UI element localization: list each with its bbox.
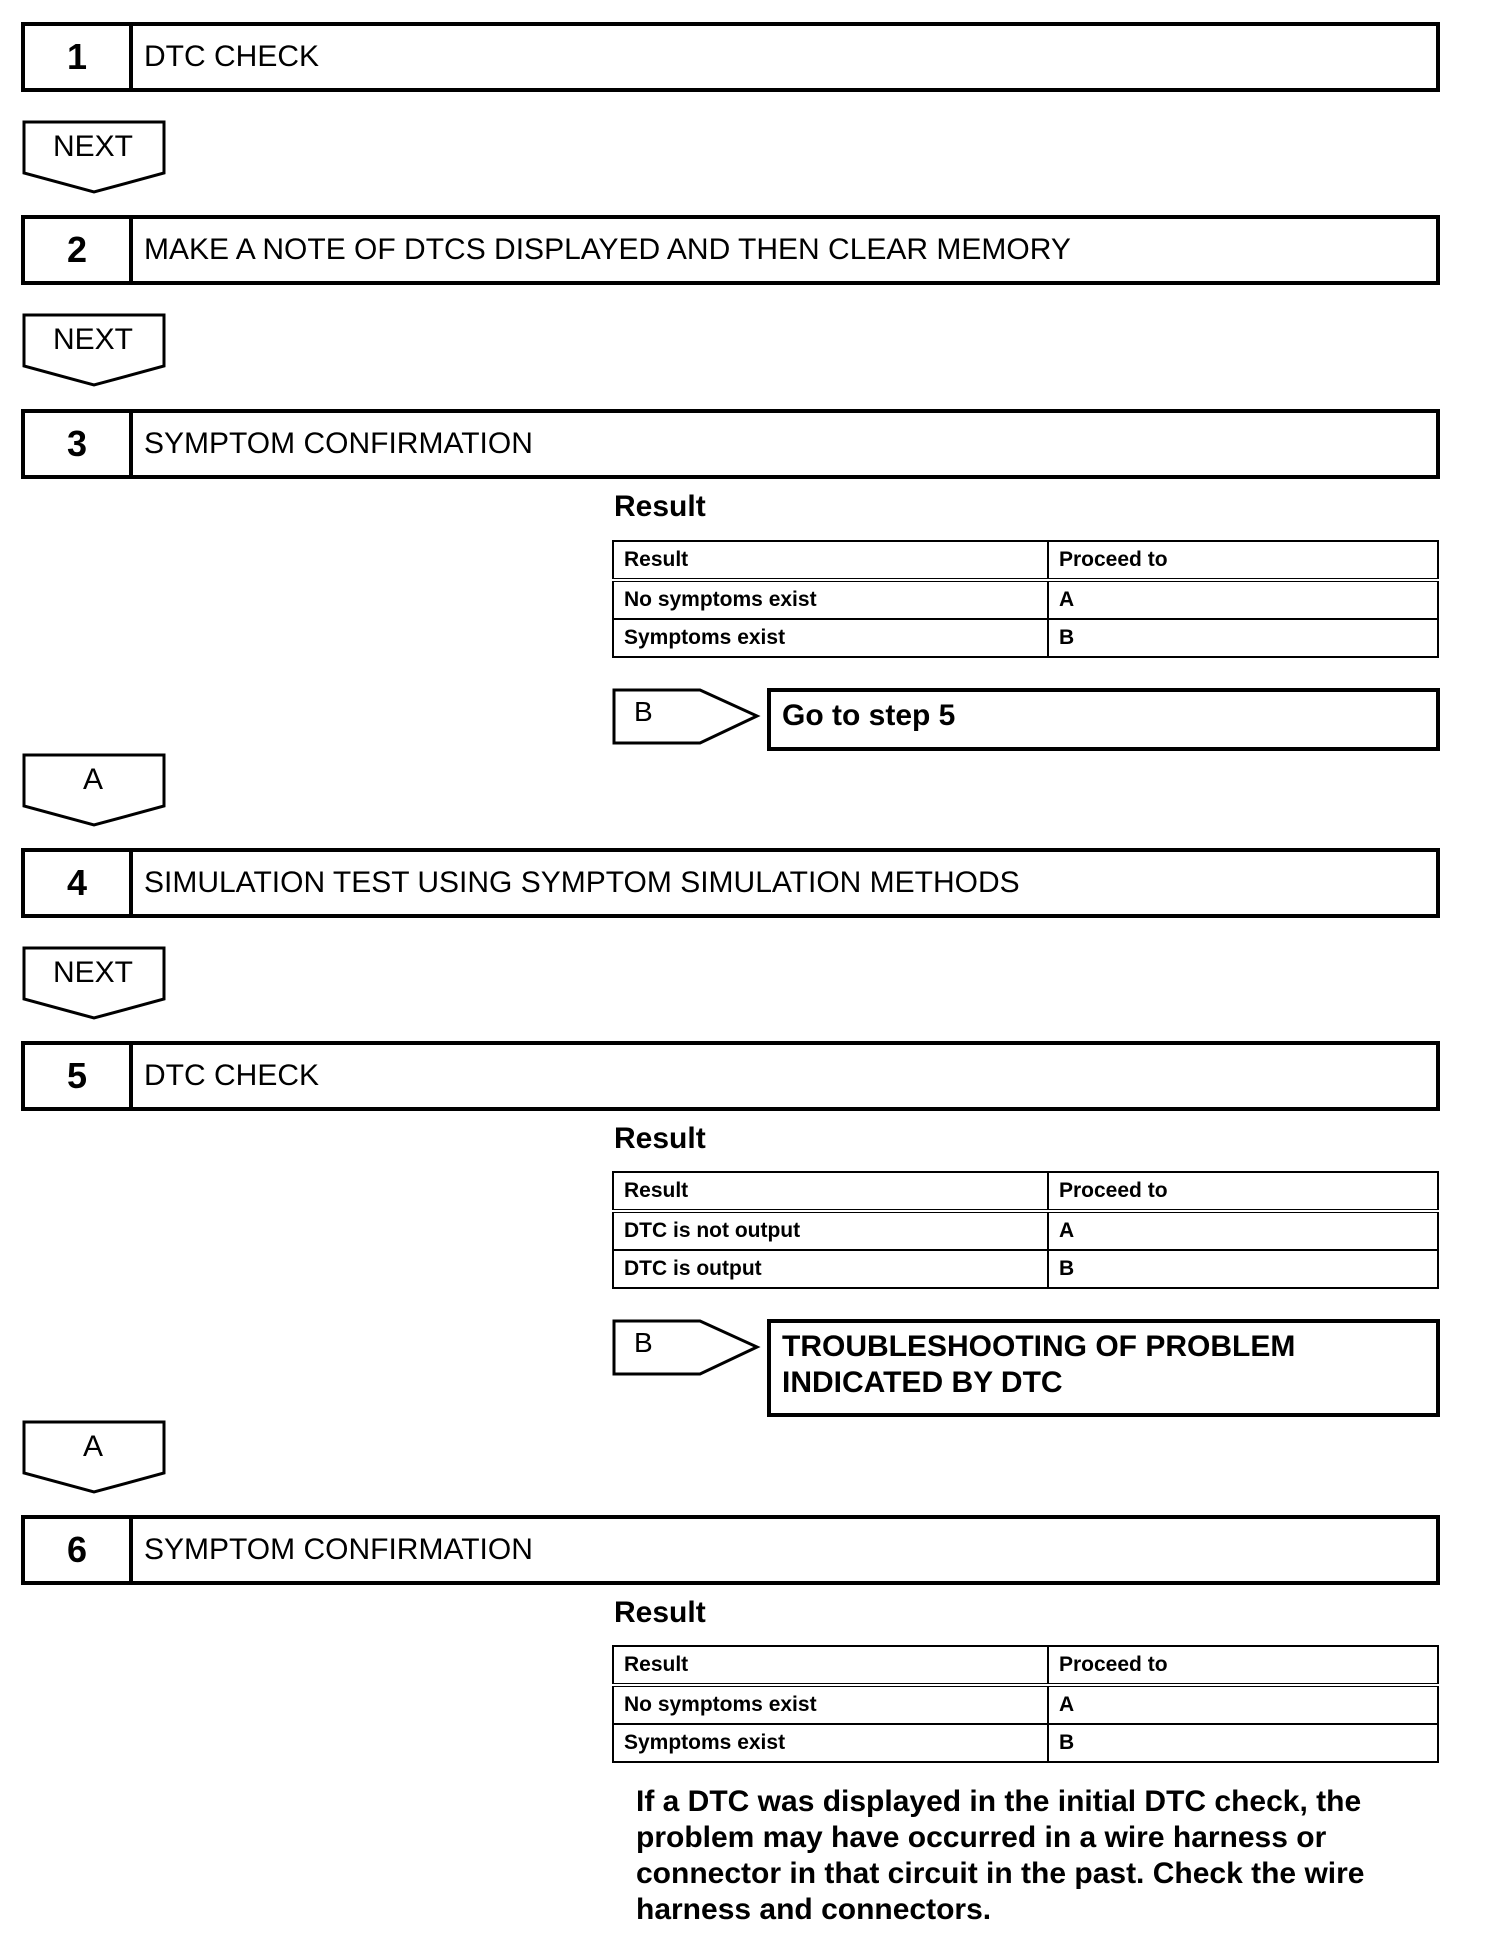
step-title: SYMPTOM CONFIRMATION	[144, 427, 533, 460]
header-proceed: Proceed to	[1048, 1172, 1438, 1211]
branch-target: Go to step 5	[767, 688, 1440, 751]
step-number: 4	[25, 852, 133, 914]
result-table-step3	[612, 540, 1439, 658]
cell-result: DTC is not output	[613, 1211, 1048, 1250]
cell-proceed: B	[1048, 1250, 1438, 1288]
cell-proceed: B	[1048, 1724, 1438, 1762]
header-result: Result	[613, 541, 1048, 580]
result-heading: Result	[614, 1122, 706, 1155]
cell-result: Symptoms exist	[613, 619, 1048, 657]
arrow-label: NEXT	[52, 956, 133, 989]
cell-proceed: A	[1048, 1211, 1438, 1250]
step-number: 6	[25, 1519, 133, 1581]
step-title: DTC CHECK	[144, 1059, 320, 1092]
branch-step3	[612, 688, 1440, 751]
step-1	[21, 22, 1440, 92]
result-table-step6	[612, 1645, 1439, 1763]
step-title: DTC CHECK	[144, 40, 320, 73]
step-number: 5	[25, 1045, 133, 1107]
table-row	[613, 1724, 1438, 1762]
cell-result: DTC is output	[613, 1250, 1048, 1288]
arrow-label: NEXT	[52, 130, 133, 163]
a-arrow-2	[21, 1420, 167, 1496]
next-arrow-2	[21, 313, 167, 389]
step-title: MAKE A NOTE OF DTCS DISPLAYED AND THEN CLEAR MEMORY	[144, 233, 1071, 266]
branch-label: B	[634, 1327, 653, 1358]
step-number: 2	[25, 219, 133, 281]
table-row	[613, 580, 1438, 619]
header-result: Result	[613, 1646, 1048, 1685]
table-row	[613, 1211, 1438, 1250]
cell-result: No symptoms exist	[613, 580, 1048, 619]
arrow-label: NEXT	[52, 323, 133, 356]
result-table-step5	[612, 1171, 1439, 1289]
cell-proceed: A	[1048, 580, 1438, 619]
step-number: 3	[25, 413, 133, 475]
table-header-row	[613, 541, 1438, 580]
step-3	[21, 409, 1440, 479]
step-5	[21, 1041, 1440, 1111]
table-header-row	[613, 1646, 1438, 1685]
arrow-label: A	[82, 763, 103, 796]
cell-proceed: A	[1048, 1685, 1438, 1724]
branch-step5	[612, 1319, 1440, 1417]
header-result: Result	[613, 1172, 1048, 1211]
step-6	[21, 1515, 1440, 1585]
next-arrow-1	[21, 120, 167, 196]
header-proceed: Proceed to	[1048, 1646, 1438, 1685]
arrow-label: A	[82, 1430, 103, 1463]
table-row	[613, 619, 1438, 657]
table-row	[613, 1685, 1438, 1724]
cell-result: No symptoms exist	[613, 1685, 1048, 1724]
table-row	[613, 1250, 1438, 1288]
result-heading: Result	[614, 490, 706, 523]
note-text: If a DTC was displayed in the initial DTC check, the problem may have occurred in a wire harness or connector in that circuit in the past. Check the wire harness and connectors.	[636, 1785, 1365, 1926]
step-4	[21, 848, 1440, 918]
step-title: SIMULATION TEST USING SYMPTOM SIMULATION METHODS	[144, 866, 1020, 899]
cell-proceed: B	[1048, 619, 1438, 657]
step-2	[21, 215, 1440, 285]
header-proceed: Proceed to	[1048, 541, 1438, 580]
branch-target-line: INDICATED BY DTC	[782, 1366, 1063, 1399]
cell-result: Symptoms exist	[613, 1724, 1048, 1762]
step-title: SYMPTOM CONFIRMATION	[144, 1533, 533, 1566]
branch-target-line: TROUBLESHOOTING OF PROBLEM	[782, 1330, 1296, 1363]
branch-label: B	[634, 696, 653, 727]
a-arrow-1	[21, 753, 167, 829]
step-number: 1	[25, 26, 133, 88]
branch-target	[767, 1319, 1440, 1417]
result-heading: Result	[614, 1596, 706, 1629]
table-header-row	[613, 1172, 1438, 1211]
next-arrow-3	[21, 946, 167, 1022]
